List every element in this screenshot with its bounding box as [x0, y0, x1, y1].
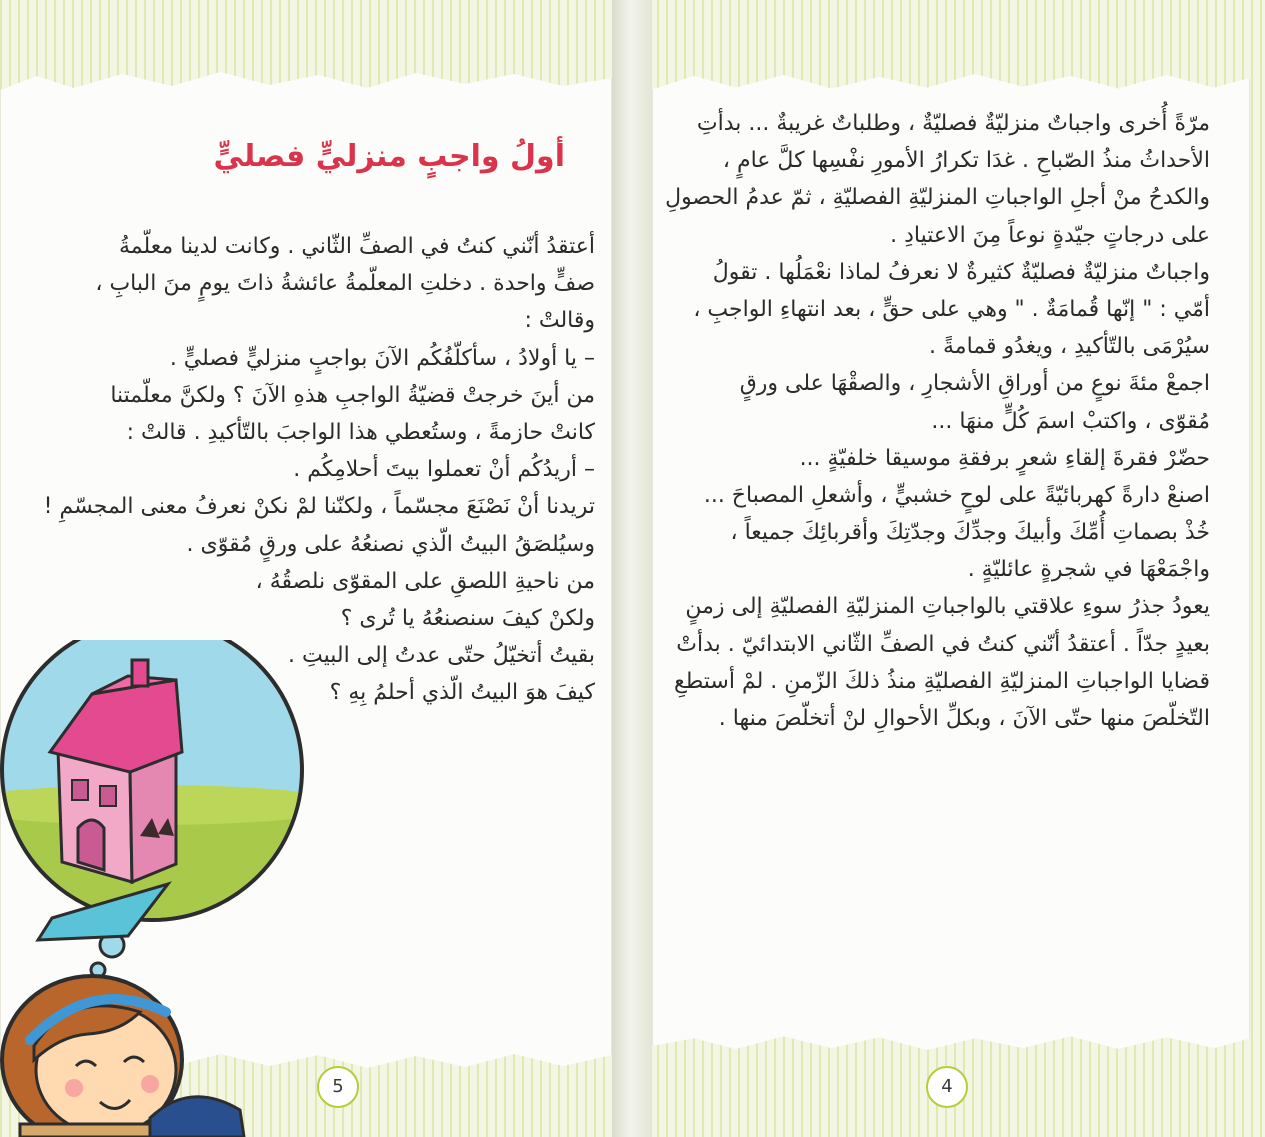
text-line: كيفَ هوَ البيتُ الّذي أحلمُ بِهِ ؟	[329, 680, 595, 706]
text-line: – يا أولادُ ، سأكلّفُكُم الآنَ بواجبٍ منزليٍّ فصليٍّ .	[169, 345, 595, 371]
text-line: أمّي : " إنّها قُمامَةٌ . " وهي على حقٍّ ، بعد انتهاءِ الواجبِ ،	[693, 296, 1210, 322]
text-line: بعيدٍ جدّاً . أعتقدُ أنّني كنتُ في الصفِّ الثّاني الابتدائيّ . بدأتْ	[676, 631, 1210, 657]
text-line: بقيتُ أتخيّلُ حتّى عدتُ إلى البيتِ .	[288, 643, 595, 669]
text-line: – أريدُكُم أنْ تعملوا بيتَ أحلامِكُم .	[293, 457, 595, 483]
text-line: تريدنا أنْ نَصْنَعَ مجسّماً ، ولكنّنا لمْ نكنْ نعرفُ معنى المجسّمِ !	[43, 494, 595, 520]
text-line: التّخلّصَ منها حتّى الآنَ ، وبكلِّ الأحوالِ لنْ أتخلّصَ منها .	[718, 706, 1210, 731]
text-line: واجْمَعْهَا في شجرةٍ عائليّةٍ .	[967, 557, 1210, 583]
text-line: صفٍّ واحدة . دخلتِ المعلّمةُ عائشةُ ذاتَ يومٍ منَ البابِ ،	[95, 271, 595, 297]
text-line: واجباتٌ منزليّةٌ فصليّةٌ كثيرةٌ لا نعرفُ لماذا نعْمَلُها . تقولُ	[712, 259, 1210, 285]
page-number: 4	[926, 1066, 968, 1108]
text-line: يعودُ جذرُ سوءِ علاقتي بالواجباتِ المنزليّةِ الفصليّةِ إلى زمنٍ	[685, 594, 1210, 620]
book-gutter	[612, 0, 652, 1137]
text-line: سيُرْمَى بالتّأكيدِ ، ويغدُو قمامةً .	[929, 334, 1210, 360]
text-line: مُقوّى ، واكتبْ اسمَ كُلٍّ منهَا ...	[931, 408, 1210, 434]
text-line: كانتْ حازمةً ، وستُعطي هذا الواجبَ بالتّأكيدِ . قالتْ :	[126, 419, 595, 445]
text-line: مرّةً أُخرى واجباتٌ منزليّةٌ فصليّةٌ ، وطلباتٌ غريبةٌ ... بدأتِ	[696, 111, 1210, 136]
text-line: اصنعْ دارةً كهربائيّةً على لوحٍ خشبيٍّ ، وأشعلِ المصباحَ ...	[703, 482, 1210, 508]
text-line: وقالتْ :	[524, 308, 595, 334]
text-line: أعتقدُ أنّني كنتُ في الصفِّ الثّاني . وكانت لدينا معلّمةُ	[119, 234, 595, 259]
page-number: 5	[317, 1066, 359, 1108]
girl-dreaming-of-pink-house-icon	[0, 640, 380, 1137]
text-line: خُذْ بصماتِ أُمِّكَ وأبيكَ وجدِّكَ وجدّتِكَ وأقربائِكَ جميعاً ،	[730, 520, 1210, 546]
text-line: الأحداثُ منذُ الصّباحِ . غدَا تكرارُ الأمورِ نفْسِها كلَّ عامٍ ،	[722, 148, 1210, 174]
text-line: على درجاتٍ جيّدةٍ نوعاً مِنَ الاعتيادِ .	[890, 222, 1210, 248]
text-line: قضايا الواجباتِ المنزليّةِ الفصليّةِ منذُ ذلكَ الزّمنِ . لمْ أستطعِ	[674, 668, 1210, 694]
text-line: وسيُلصَقُ البيتُ الّذي نصنعُهُ على ورقٍ مُقوّى .	[186, 531, 595, 557]
page-title: أولُ واجبٍ منزليٍّ فصليٍّ	[213, 139, 565, 174]
text-line: ولكنْ كيفَ سنصنعُهُ يا تُرى ؟	[340, 605, 595, 631]
text-line: اجمعْ مئةَ نوعٍ من أوراقِ الأشجارِ ، والصقْهَا على ورقٍ	[739, 371, 1210, 397]
left-page-text	[35, 228, 595, 711]
text-line: حضّرْ فقرةَ إلقاءِ شعرٍ برفقةِ موسيقا خلفيّةٍ ...	[799, 445, 1210, 471]
text-line: من أينَ خرجتْ قضيّةُ الواجبِ هذهِ الآنَ ؟ ولكنَّ معلّمتنا	[110, 382, 595, 408]
right-page-text	[650, 105, 1210, 737]
text-line: والكدحُ منْ أجلِ الواجباتِ المنزليّةِ الفصليّةِ ، ثمّ عدمُ الحصولِ	[665, 185, 1210, 211]
text-line: من ناحيةِ اللصقِ على المقوّى نلصقُهُ ،	[255, 568, 595, 594]
